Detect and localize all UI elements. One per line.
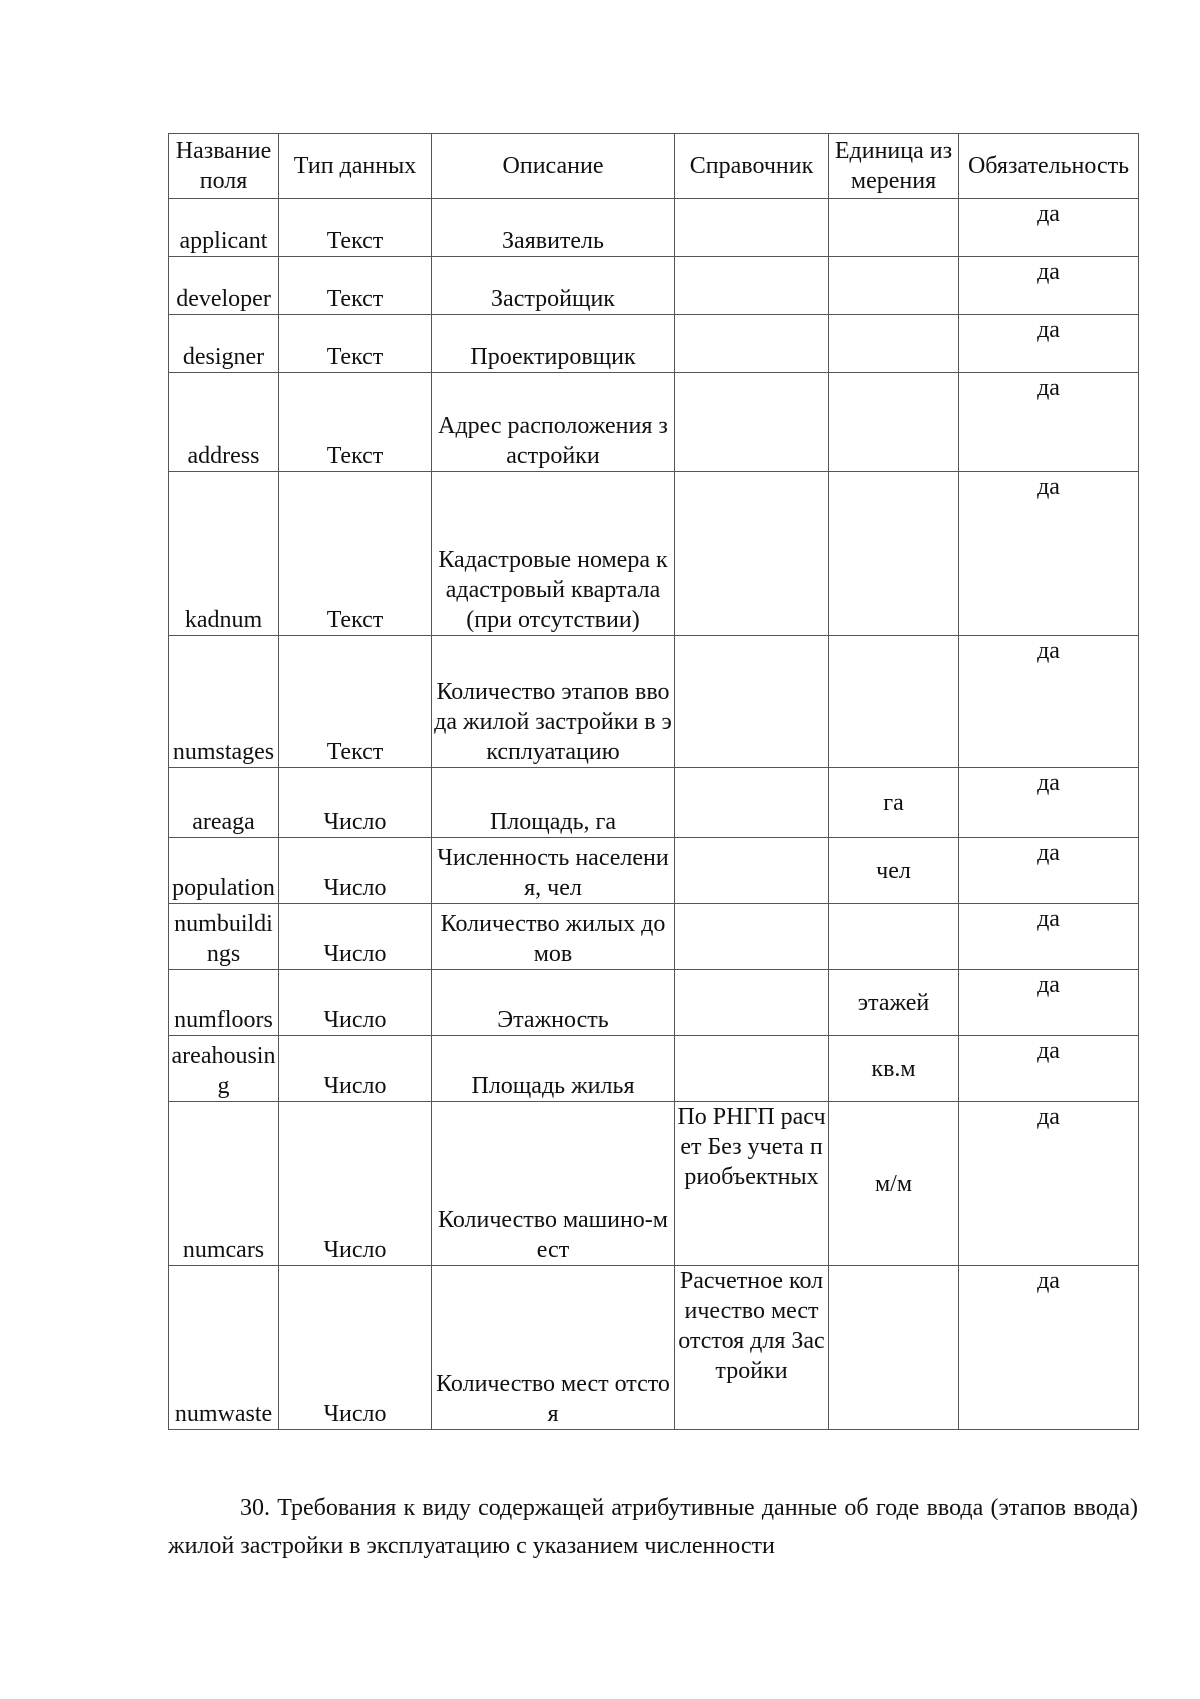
table-row	[169, 1266, 1139, 1430]
field-type: Текст	[279, 257, 432, 315]
header-reference: Справочник	[675, 134, 829, 199]
field-description: Адрес расположения застройки	[432, 373, 675, 472]
field-type: Число	[279, 904, 432, 970]
field-name: applicant	[169, 199, 279, 257]
field-name: population	[169, 838, 279, 904]
attributes-table	[168, 133, 1139, 1430]
field-reference	[675, 636, 829, 768]
table-row	[169, 970, 1139, 1036]
field-required: да	[959, 472, 1139, 636]
field-description: Количество машино-мест	[432, 1102, 675, 1266]
field-reference	[675, 472, 829, 636]
field-required: да	[959, 904, 1139, 970]
field-required: да	[959, 838, 1139, 904]
field-unit	[829, 904, 959, 970]
field-name: numbuildings	[169, 904, 279, 970]
field-name: areahousing	[169, 1036, 279, 1102]
field-name: designer	[169, 315, 279, 373]
field-type: Текст	[279, 199, 432, 257]
field-reference	[675, 838, 829, 904]
field-reference	[675, 199, 829, 257]
field-description: Проектировщик	[432, 315, 675, 373]
field-type: Число	[279, 970, 432, 1036]
field-description: Численность населения, чел	[432, 838, 675, 904]
field-required: да	[959, 373, 1139, 472]
field-reference	[675, 1036, 829, 1102]
field-description: Застройщик	[432, 257, 675, 315]
field-unit	[829, 199, 959, 257]
field-required: да	[959, 257, 1139, 315]
field-unit	[829, 315, 959, 373]
header-unit: Единица измерения	[829, 134, 959, 199]
table-row	[169, 1102, 1139, 1266]
field-description: Кадастровые номера кадастровый квартала (при отсутствии)	[432, 472, 675, 636]
field-required: да	[959, 636, 1139, 768]
field-unit	[829, 373, 959, 472]
field-type: Текст	[279, 373, 432, 472]
table-row	[169, 904, 1139, 970]
field-required: да	[959, 1266, 1139, 1430]
field-required: да	[959, 315, 1139, 373]
field-required: да	[959, 199, 1139, 257]
field-name: numwaste	[169, 1266, 279, 1430]
table-row	[169, 838, 1139, 904]
section-30-paragraph: 30. Требования к виду содержащей атрибутивные данные об годе ввода (этапов ввода) жилой застройки в эксплуатацию с указанием численности	[168, 1495, 1138, 1559]
field-required: да	[959, 970, 1139, 1036]
table-row	[169, 472, 1139, 636]
field-reference: Расчетное количество мест отстоя для Застройки	[675, 1266, 829, 1430]
field-name: areaga	[169, 768, 279, 838]
header-required: Обязательность	[959, 134, 1139, 199]
table-row	[169, 199, 1139, 257]
table-row	[169, 636, 1139, 768]
field-reference	[675, 904, 829, 970]
field-description: Заявитель	[432, 199, 675, 257]
field-unit	[829, 1266, 959, 1430]
field-unit	[829, 257, 959, 315]
field-description: Количество жилых домов	[432, 904, 675, 970]
field-unit: га	[829, 768, 959, 838]
field-name: numfloors	[169, 970, 279, 1036]
table-row	[169, 257, 1139, 315]
field-reference	[675, 373, 829, 472]
header-name: Название поля	[169, 134, 279, 199]
field-reference	[675, 315, 829, 373]
field-description: Площадь, га	[432, 768, 675, 838]
field-required: да	[959, 1036, 1139, 1102]
field-reference	[675, 970, 829, 1036]
field-required: да	[959, 768, 1139, 838]
field-type: Число	[279, 1102, 432, 1266]
table-header-row	[169, 134, 1139, 199]
table-row	[169, 768, 1139, 838]
field-name: kadnum	[169, 472, 279, 636]
header-description: Описание	[432, 134, 675, 199]
field-description: Количество этапов ввода жилой застройки в эксплуатацию	[432, 636, 675, 768]
table-row	[169, 373, 1139, 472]
field-type: Текст	[279, 472, 432, 636]
field-unit	[829, 636, 959, 768]
field-unit: этажей	[829, 970, 959, 1036]
field-reference	[675, 257, 829, 315]
field-unit	[829, 472, 959, 636]
field-type: Текст	[279, 636, 432, 768]
field-type: Число	[279, 768, 432, 838]
field-description: Количество мест отстоя	[432, 1266, 675, 1430]
field-reference: По РНГП расчет Без учета приобъектных	[675, 1102, 829, 1266]
field-name: address	[169, 373, 279, 472]
table-row	[169, 1036, 1139, 1102]
field-unit: м/м	[829, 1102, 959, 1266]
field-name: numstages	[169, 636, 279, 768]
field-name: developer	[169, 257, 279, 315]
table-row	[169, 315, 1139, 373]
field-type: Текст	[279, 315, 432, 373]
field-type: Число	[279, 1266, 432, 1430]
field-type: Число	[279, 1036, 432, 1102]
field-reference	[675, 768, 829, 838]
field-name: numcars	[169, 1102, 279, 1266]
header-type: Тип данных	[279, 134, 432, 199]
field-unit: чел	[829, 838, 959, 904]
field-description: Площадь жилья	[432, 1036, 675, 1102]
field-unit: кв.м	[829, 1036, 959, 1102]
field-description: Этажность	[432, 970, 675, 1036]
field-type: Число	[279, 838, 432, 904]
field-required: да	[959, 1102, 1139, 1266]
